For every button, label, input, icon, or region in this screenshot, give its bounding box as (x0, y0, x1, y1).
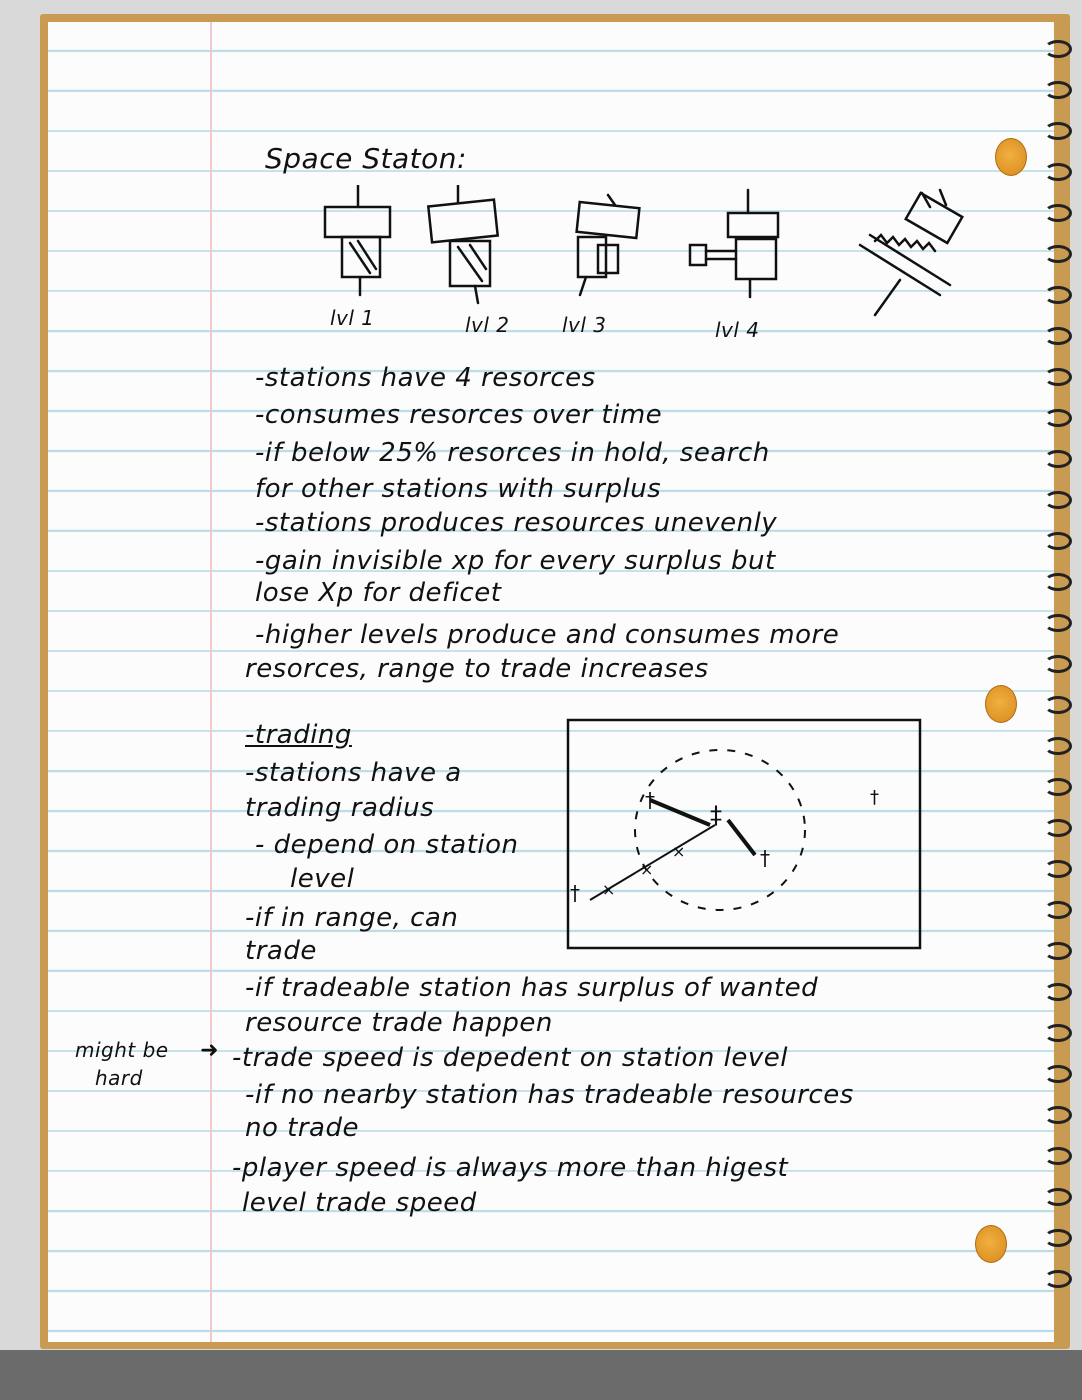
waypoint-x-icon: × (672, 842, 686, 861)
waypoint-x-icon: × (602, 880, 616, 899)
sketch-label-lvl2: lvl 2 (465, 313, 510, 337)
sketch-label-lvl3: lvl 3 (562, 313, 607, 337)
spiral-coil (1044, 327, 1072, 345)
note-line: -if below 25% resorces in hold, search (255, 438, 770, 468)
diagram-frame (568, 720, 920, 948)
station-marker-icon: ‡ (710, 801, 722, 829)
waypoint-x-icon: × (640, 860, 654, 879)
spiral-coil (1044, 778, 1072, 796)
trade-route-line (650, 800, 710, 825)
spiral-coil (1044, 655, 1072, 673)
trading-line: -if no nearby station has tradeable resources (245, 1080, 854, 1110)
spiral-coil (1044, 942, 1072, 960)
spiral-coil (1044, 614, 1072, 632)
spiral-coil (1044, 696, 1072, 714)
trade-route-line (728, 820, 755, 855)
trading-line: -if in range, can (245, 903, 459, 933)
trading-line: -if tradeable station has surplus of wanted (245, 973, 819, 1003)
spiral-coil (1044, 81, 1072, 99)
trading-line: -trade speed is depedent on station level (232, 1043, 788, 1073)
sketch-label-lvl1: lvl 1 (330, 306, 375, 330)
trading-line: trade (245, 936, 317, 966)
station-lvl4-sketch (690, 190, 778, 297)
spiral-coil (1044, 163, 1072, 181)
trading-line: -stations have a (245, 758, 462, 788)
trading-line: no trade (245, 1113, 359, 1143)
trading-line: - depend on station (255, 830, 519, 860)
station-lvl3-sketch (577, 195, 640, 295)
page-title: Space Staton: (265, 142, 467, 175)
note-line: -consumes resorces over time (255, 400, 663, 430)
margin-note-line: hard (95, 1066, 143, 1090)
spiral-binding (1044, 40, 1074, 1360)
spiral-coil (1044, 204, 1072, 222)
station-marker-icon: † (870, 787, 879, 808)
trading-radius-diagram (550, 715, 925, 950)
punch-hole-middle (985, 685, 1017, 723)
note-line: lose Xp for deficet (255, 578, 502, 608)
margin-note-line: might be (75, 1038, 169, 1062)
spiral-coil (1044, 1188, 1072, 1206)
spiral-coil (1044, 368, 1072, 386)
spiral-coil (1044, 1024, 1072, 1042)
trading-line: level trade speed (242, 1188, 477, 1218)
spiral-coil (1044, 983, 1072, 1001)
trading-radius-circle (635, 750, 805, 910)
sketch-label-lvl4: lvl 4 (715, 318, 760, 342)
margin-line (210, 22, 212, 1342)
spiral-coil (1044, 1270, 1072, 1288)
station-marker-icon: † (570, 881, 580, 905)
note-line: -higher levels produce and consumes more (255, 620, 840, 650)
note-line: resorces, range to trade increases (245, 654, 709, 684)
spiral-coil (1044, 532, 1072, 550)
station-lvl5-sketch (860, 190, 962, 315)
station-lvl1-sketch (325, 185, 390, 295)
trading-line: -player speed is always more than higest (232, 1153, 789, 1183)
spiral-coil (1044, 122, 1072, 140)
spiral-coil (1044, 245, 1072, 263)
note-line: -gain invisible xp for every surplus but (255, 546, 776, 576)
margin-arrow-icon: ➜ (200, 1038, 219, 1063)
spiral-coil (1044, 450, 1072, 468)
scanner-shadow (0, 1350, 1082, 1400)
spiral-coil (1044, 1147, 1072, 1165)
spiral-coil (1044, 286, 1072, 304)
trading-line: trading radius (245, 793, 435, 823)
spiral-coil (1044, 901, 1072, 919)
spiral-coil (1044, 1106, 1072, 1124)
station-marker-icon: † (645, 788, 655, 812)
spiral-coil (1044, 409, 1072, 427)
spiral-coil (1044, 573, 1072, 591)
spiral-coil (1044, 1229, 1072, 1247)
spiral-coil (1044, 737, 1072, 755)
spiral-coil (1044, 40, 1072, 58)
station-lvl2-sketch (428, 185, 497, 303)
note-line: -stations produces resources unevenly (255, 508, 778, 538)
punch-hole-top (995, 138, 1027, 176)
note-line: -stations have 4 resorces (255, 363, 596, 393)
spiral-coil (1044, 819, 1072, 837)
station-level-sketches (310, 185, 990, 335)
station-marker-icon: † (760, 846, 770, 870)
note-line: for other stations with surplus (255, 474, 662, 504)
punch-hole-bottom (975, 1225, 1007, 1263)
trading-line: level (290, 864, 355, 894)
spiral-coil (1044, 491, 1072, 509)
spiral-coil (1044, 1065, 1072, 1083)
spiral-coil (1044, 860, 1072, 878)
trading-heading: -trading (245, 720, 352, 750)
trading-line: resource trade happen (245, 1008, 553, 1038)
